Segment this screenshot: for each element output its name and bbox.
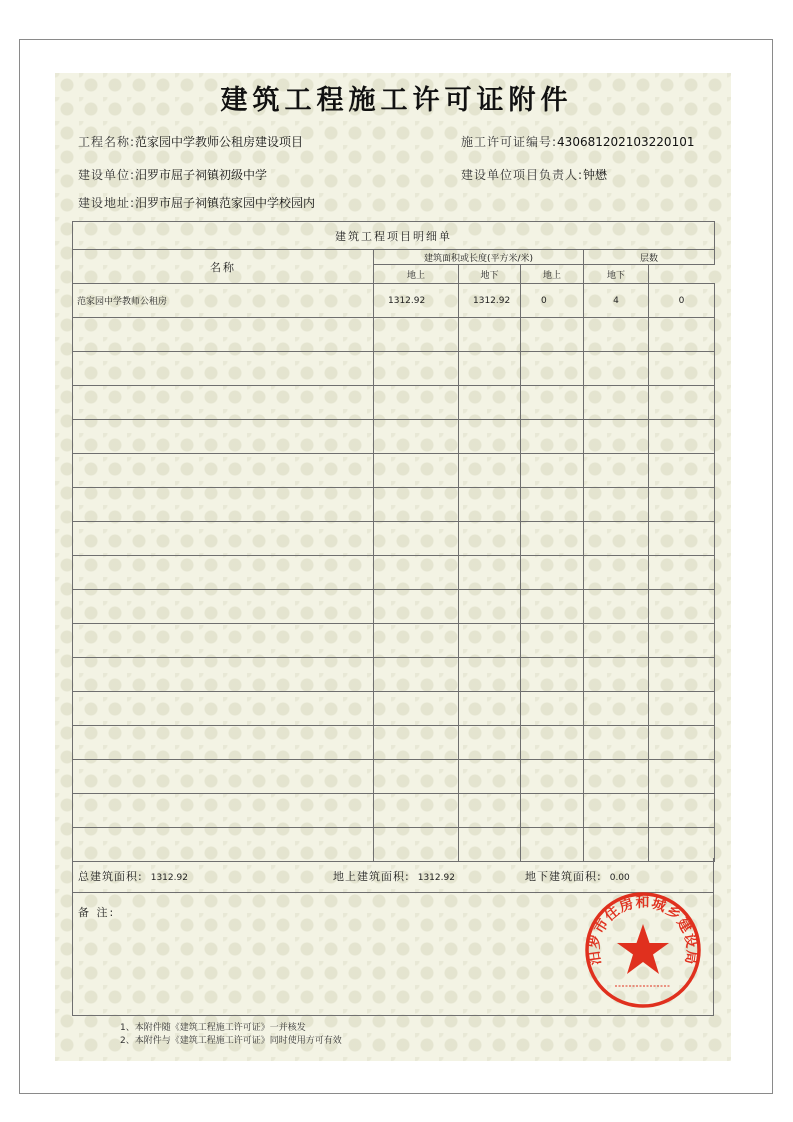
total-area	[78, 868, 188, 884]
empty-cell	[649, 590, 715, 624]
total-area-value: 1312.92	[150, 873, 188, 883]
official-seal	[583, 890, 703, 1010]
empty-cell	[584, 794, 649, 828]
empty-table-row	[73, 454, 715, 488]
empty-cell	[73, 692, 374, 726]
footnotes	[120, 1022, 342, 1048]
empty-cell	[73, 794, 374, 828]
empty-cell	[374, 488, 459, 522]
empty-cell	[459, 318, 521, 352]
empty-cell	[649, 352, 715, 386]
empty-cell	[584, 590, 649, 624]
empty-cell	[459, 386, 521, 420]
empty-cell	[521, 624, 584, 658]
empty-cell	[73, 522, 374, 556]
empty-cell	[521, 318, 584, 352]
empty-cell	[521, 692, 584, 726]
empty-cell	[374, 420, 459, 454]
empty-cell	[73, 556, 374, 590]
empty-cell	[584, 352, 649, 386]
empty-cell	[374, 386, 459, 420]
address-label: 建设地址:	[78, 196, 136, 210]
empty-table-row	[73, 318, 715, 352]
empty-cell	[374, 794, 459, 828]
col-area-below-header: 地下	[459, 265, 521, 284]
empty-cell	[649, 386, 715, 420]
empty-cell	[521, 590, 584, 624]
table-header-row	[73, 250, 715, 265]
empty-cell	[584, 624, 649, 658]
empty-cell	[459, 454, 521, 488]
seal-star-icon	[617, 924, 669, 974]
empty-cell	[584, 828, 649, 862]
empty-cell	[459, 658, 521, 692]
permit-number-value: 430681202103220101	[557, 135, 695, 149]
project-name-field	[78, 133, 303, 150]
project-detail-table	[72, 221, 715, 862]
empty-cell	[374, 522, 459, 556]
empty-cell	[649, 454, 715, 488]
empty-cell	[374, 624, 459, 658]
builder-value: 汨罗市屈子祠镇初级中学	[135, 168, 268, 182]
empty-cell	[649, 726, 715, 760]
empty-cell	[584, 692, 649, 726]
col-area-above-header: 地上	[374, 265, 459, 284]
empty-cell	[459, 726, 521, 760]
row-floors-above: 4	[584, 284, 649, 318]
above-area	[333, 868, 455, 884]
empty-cell	[459, 488, 521, 522]
empty-cell	[73, 828, 374, 862]
below-area	[525, 868, 630, 884]
empty-cell	[73, 590, 374, 624]
project-name-label: 工程名称:	[78, 135, 136, 149]
table-caption: 建筑工程项目明细单	[73, 222, 715, 250]
project-name-value: 范家园中学教师公租房建设项目	[135, 135, 304, 149]
empty-cell	[459, 522, 521, 556]
empty-table-row	[73, 522, 715, 556]
empty-cell	[649, 522, 715, 556]
empty-cell	[73, 386, 374, 420]
permit-number-label: 施工许可证编号:	[461, 135, 558, 149]
empty-table-row	[73, 794, 715, 828]
empty-cell	[459, 794, 521, 828]
empty-cell	[649, 556, 715, 590]
empty-cell	[521, 352, 584, 386]
empty-cell	[73, 352, 374, 386]
empty-cell	[73, 318, 374, 352]
footnote-1: 1、本附件随《建筑工程施工许可证》一并核发	[120, 1023, 306, 1033]
empty-table-row	[73, 828, 715, 862]
empty-cell	[374, 318, 459, 352]
empty-table-row	[73, 556, 715, 590]
empty-cell	[649, 488, 715, 522]
empty-cell	[584, 386, 649, 420]
empty-table-row	[73, 488, 715, 522]
permit-number-field	[461, 133, 694, 150]
empty-cell	[649, 760, 715, 794]
empty-cell	[73, 760, 374, 794]
empty-table-row	[73, 658, 715, 692]
empty-table-row	[73, 726, 715, 760]
remarks-label: 备 注:	[78, 906, 116, 919]
row-name: 范家园中学教师公租房	[73, 284, 374, 318]
document-title: 建筑工程施工许可证附件	[220, 85, 573, 116]
empty-cell	[521, 386, 584, 420]
empty-cell	[459, 828, 521, 862]
empty-cell	[521, 522, 584, 556]
empty-table-row	[73, 420, 715, 454]
table-row	[73, 284, 715, 318]
empty-cell	[521, 760, 584, 794]
empty-table-row	[73, 692, 715, 726]
empty-cell	[374, 828, 459, 862]
empty-cell	[374, 352, 459, 386]
empty-cell	[584, 454, 649, 488]
empty-cell	[521, 794, 584, 828]
empty-table-row	[73, 590, 715, 624]
total-area-label: 总建筑面积:	[78, 870, 143, 883]
empty-cell	[374, 556, 459, 590]
empty-cell	[584, 488, 649, 522]
empty-cell	[584, 760, 649, 794]
empty-table-row	[73, 624, 715, 658]
empty-cell	[459, 760, 521, 794]
row-area-total: 1312.92	[374, 284, 459, 318]
empty-table-row	[73, 760, 715, 794]
table-caption-row	[73, 222, 715, 250]
empty-cell	[584, 556, 649, 590]
empty-cell	[73, 454, 374, 488]
manager-label: 建设单位项目负责人:	[461, 168, 584, 182]
empty-cell	[374, 760, 459, 794]
col-floors-header: 层数	[584, 250, 715, 265]
empty-cell	[73, 488, 374, 522]
empty-cell	[521, 828, 584, 862]
empty-cell	[374, 590, 459, 624]
empty-cell	[459, 590, 521, 624]
empty-cell	[584, 658, 649, 692]
empty-cell	[649, 794, 715, 828]
below-area-value: 0.00	[609, 873, 630, 883]
empty-cell	[649, 658, 715, 692]
empty-cell	[374, 726, 459, 760]
empty-cell	[459, 352, 521, 386]
empty-cell	[649, 624, 715, 658]
empty-cell	[649, 828, 715, 862]
empty-cell	[521, 556, 584, 590]
empty-cell	[73, 420, 374, 454]
empty-cell	[649, 420, 715, 454]
address-field	[78, 194, 315, 211]
below-area-label: 地下建筑面积:	[525, 870, 602, 883]
above-area-value: 1312.92	[417, 873, 455, 883]
seal-text-path: 汨罗市住房和城乡建设局	[586, 894, 700, 967]
empty-table-row	[73, 386, 715, 420]
above-area-label: 地上建筑面积:	[333, 870, 410, 883]
row-area-above: 1312.92	[459, 284, 521, 318]
empty-cell	[649, 318, 715, 352]
empty-cell	[459, 692, 521, 726]
empty-cell	[459, 556, 521, 590]
empty-cell	[584, 420, 649, 454]
empty-cell	[459, 420, 521, 454]
empty-rows	[73, 318, 715, 862]
empty-cell	[521, 658, 584, 692]
col-floors-above-header: 地上	[521, 265, 584, 284]
col-name-header: 名称	[73, 250, 374, 284]
empty-cell	[584, 726, 649, 760]
empty-cell	[584, 318, 649, 352]
empty-cell	[521, 726, 584, 760]
builder-field	[78, 166, 267, 183]
row-floors-below: 0	[649, 284, 715, 318]
col-area-header: 建筑面积或长度(平方米/米)	[374, 250, 584, 265]
empty-table-row	[73, 352, 715, 386]
address-value: 汨罗市屈子祠镇范家园中学校园内	[135, 196, 316, 210]
empty-cell	[521, 488, 584, 522]
builder-label: 建设单位:	[78, 168, 136, 182]
empty-cell	[459, 624, 521, 658]
footnote-2: 2、本附件与《建筑工程施工许可证》同时使用方可有效	[120, 1036, 342, 1046]
row-area-below: 0	[521, 284, 584, 318]
empty-cell	[374, 658, 459, 692]
empty-cell	[73, 726, 374, 760]
empty-cell	[73, 624, 374, 658]
manager-value: 钟懋	[583, 168, 608, 182]
empty-cell	[521, 454, 584, 488]
empty-cell	[374, 692, 459, 726]
empty-cell	[521, 420, 584, 454]
manager-field	[461, 166, 607, 183]
empty-cell	[73, 658, 374, 692]
empty-cell	[584, 522, 649, 556]
col-floors-below-header: 地下	[584, 265, 649, 284]
empty-cell	[374, 454, 459, 488]
empty-cell	[649, 692, 715, 726]
